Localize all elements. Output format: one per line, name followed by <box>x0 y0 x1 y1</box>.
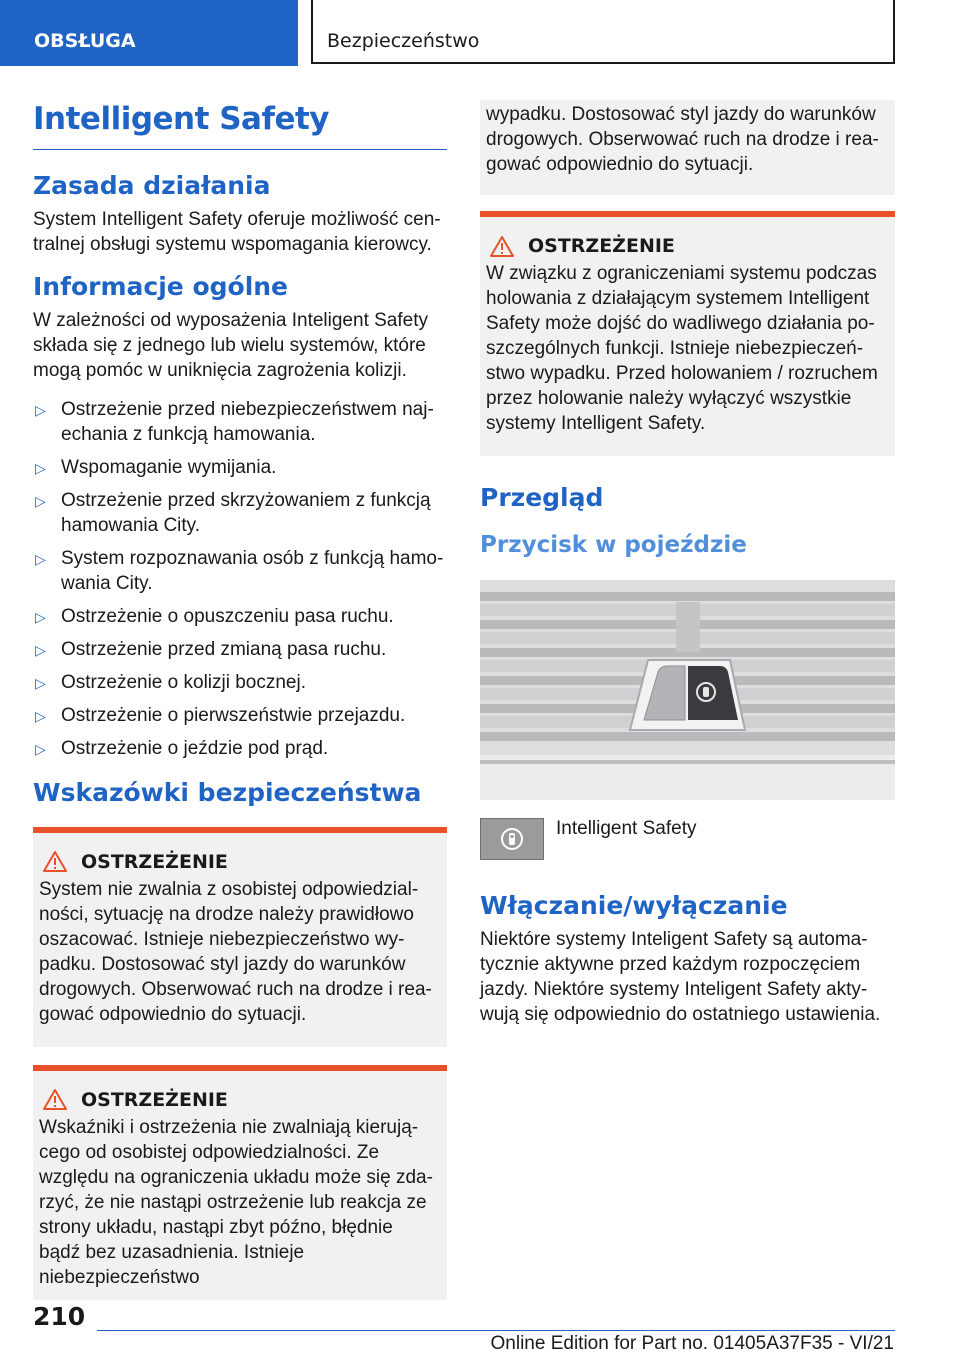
warning-text: wypadku. Dostosować styl jazdy do warunków drogowych. Obserwować ruch na drodze i reagować odpowiednio do sytuacji. <box>486 104 879 175</box>
left-column <box>33 100 447 1300</box>
list-item: ▷ Ostrzeżenie o jeździe pod prąd. <box>33 736 447 761</box>
list-item: ▷ Ostrzeżenie o kolizji bocznej. <box>33 670 447 695</box>
warning-triangle-icon <box>43 851 67 872</box>
triangle-bullet-icon: ▷ <box>35 642 46 659</box>
onoff-text: Niektóre systemy Inteligent Safety są automatycznie aktywne przed każdym rozpoczęciem jazdy. Niektóre systemy Inteligent Safety aktywują się odpowiednio do ostatniego ustawienia. <box>480 929 881 1026</box>
icon-label: Intelligent Safety <box>556 818 697 839</box>
zasada-text: System Intelligent Safety oferuje możliwość centralnej obsługi systemu wspomagania kierowcy. <box>33 209 441 255</box>
warning-text: W związku z ograniczeniami systemu podczas holowania z działającym systemem Intelligent Safety może dojść do wadliwego działania poszczególnych funkcji. Istnieje niebezpieczeństwo wypadku. Przed holowaniem / rozruchem przez holowanie należy wyłączyć wszystkie systemy Intelligent Safety. <box>486 263 878 434</box>
triangle-bullet-icon: ▷ <box>35 675 46 692</box>
overview-heading: Przegląd <box>480 483 604 512</box>
warning-box <box>480 211 895 456</box>
safety-heading: Wskazówki bezpieczeństwa <box>33 778 422 808</box>
chapter-tab <box>311 0 895 64</box>
warning-box <box>33 827 447 1047</box>
list-item: ▷ Wspomaganie wymijania. <box>33 455 447 480</box>
button-heading: Przycisk w pojeździe <box>480 532 747 559</box>
list-item: ▷ Ostrzeżenie przed skrzyżowaniem z funkcją hamowania City. <box>35 490 431 537</box>
list-item: ▷ System rozpoznawania osób z funkcją hamowania City. <box>35 548 444 595</box>
warning-box-continued <box>480 100 895 195</box>
triangle-bullet-icon: ▷ <box>35 708 46 725</box>
section-label: OBSŁUGA <box>34 30 136 52</box>
page-title: Intelligent Safety <box>33 100 447 150</box>
footer-divider <box>97 1330 895 1331</box>
info-text: W zależności od wyposażenia Inteligent Safety składa się z jednego lub wielu systemów, które mogą pomóc w uniknięcia zagrożenia kolizji. <box>33 310 428 382</box>
warning-text: System nie zwalnia z osobistej odpowiedzialności, sytuację na drodze należy prawidłowo oszacować. Istnieje niebezpieczeństwo wypadku. Dostosować styl jazdy do warunków drogowych. Obserwować ruch na drodze i reagować odpowiednio do sytuacji. <box>39 878 432 1025</box>
systems-list <box>33 397 447 761</box>
info-heading: Informacje ogólne <box>33 272 289 301</box>
dashboard-photo <box>480 580 895 800</box>
triangle-bullet-icon: ▷ <box>35 741 46 758</box>
triangle-bullet-icon: ▷ <box>35 402 46 419</box>
triangle-bullet-icon: ▷ <box>35 460 46 477</box>
warning-title: OSTRZEŻENIE <box>528 235 675 257</box>
warning-text: Wskaźniki i ostrzeżenia nie zwalniają kierującego od osobistej odpowiedzialności. Ze względu na ograniczenia układu może się zdarzyć, że nie nastąpi ostrzeżenie lub reakcja ze strony układu, nastąpi zbyt późno, błędnie bądź bez uzasadnienia. Istnieje niebezpieczeństwo <box>39 1116 433 1288</box>
warning-box <box>33 1065 447 1300</box>
edition-note: Online Edition for Part no. 01405A37F35 - VI/21 <box>490 1333 894 1354</box>
right-column <box>480 100 895 1041</box>
warning-title: OSTRZEŻENIE <box>81 1088 228 1111</box>
warning-triangle-icon <box>490 236 514 257</box>
triangle-bullet-icon: ▷ <box>35 551 46 568</box>
list-item: ▷ Ostrzeżenie o opuszczeniu pasa ruchu. <box>33 604 447 629</box>
warning-triangle-icon <box>43 1089 67 1110</box>
section-tab <box>0 0 298 66</box>
list-item: ▷ Ostrzeżenie przed niebezpieczeństwem najechania z funkcją hamowania. <box>35 399 434 446</box>
icon-legend <box>480 818 895 860</box>
intelligent-safety-button-icon <box>480 818 544 860</box>
warning-title: OSTRZEŻENIE <box>81 850 228 873</box>
list-item: ▷ Ostrzeżenie przed zmianą pasa ruchu. <box>33 637 447 662</box>
onoff-heading: Włączanie/wyłączanie <box>480 891 788 920</box>
page-number: 210 <box>33 1302 86 1331</box>
zasada-heading: Zasada działania <box>33 170 271 200</box>
triangle-bullet-icon: ▷ <box>35 493 46 510</box>
triangle-bullet-icon: ▷ <box>35 609 46 626</box>
chapter-label: Bezpieczeństwo <box>327 30 480 52</box>
list-item: ▷ Ostrzeżenie o pierwszeństwie przejazdu. <box>33 703 447 728</box>
vehicle-button-figure <box>480 580 895 800</box>
